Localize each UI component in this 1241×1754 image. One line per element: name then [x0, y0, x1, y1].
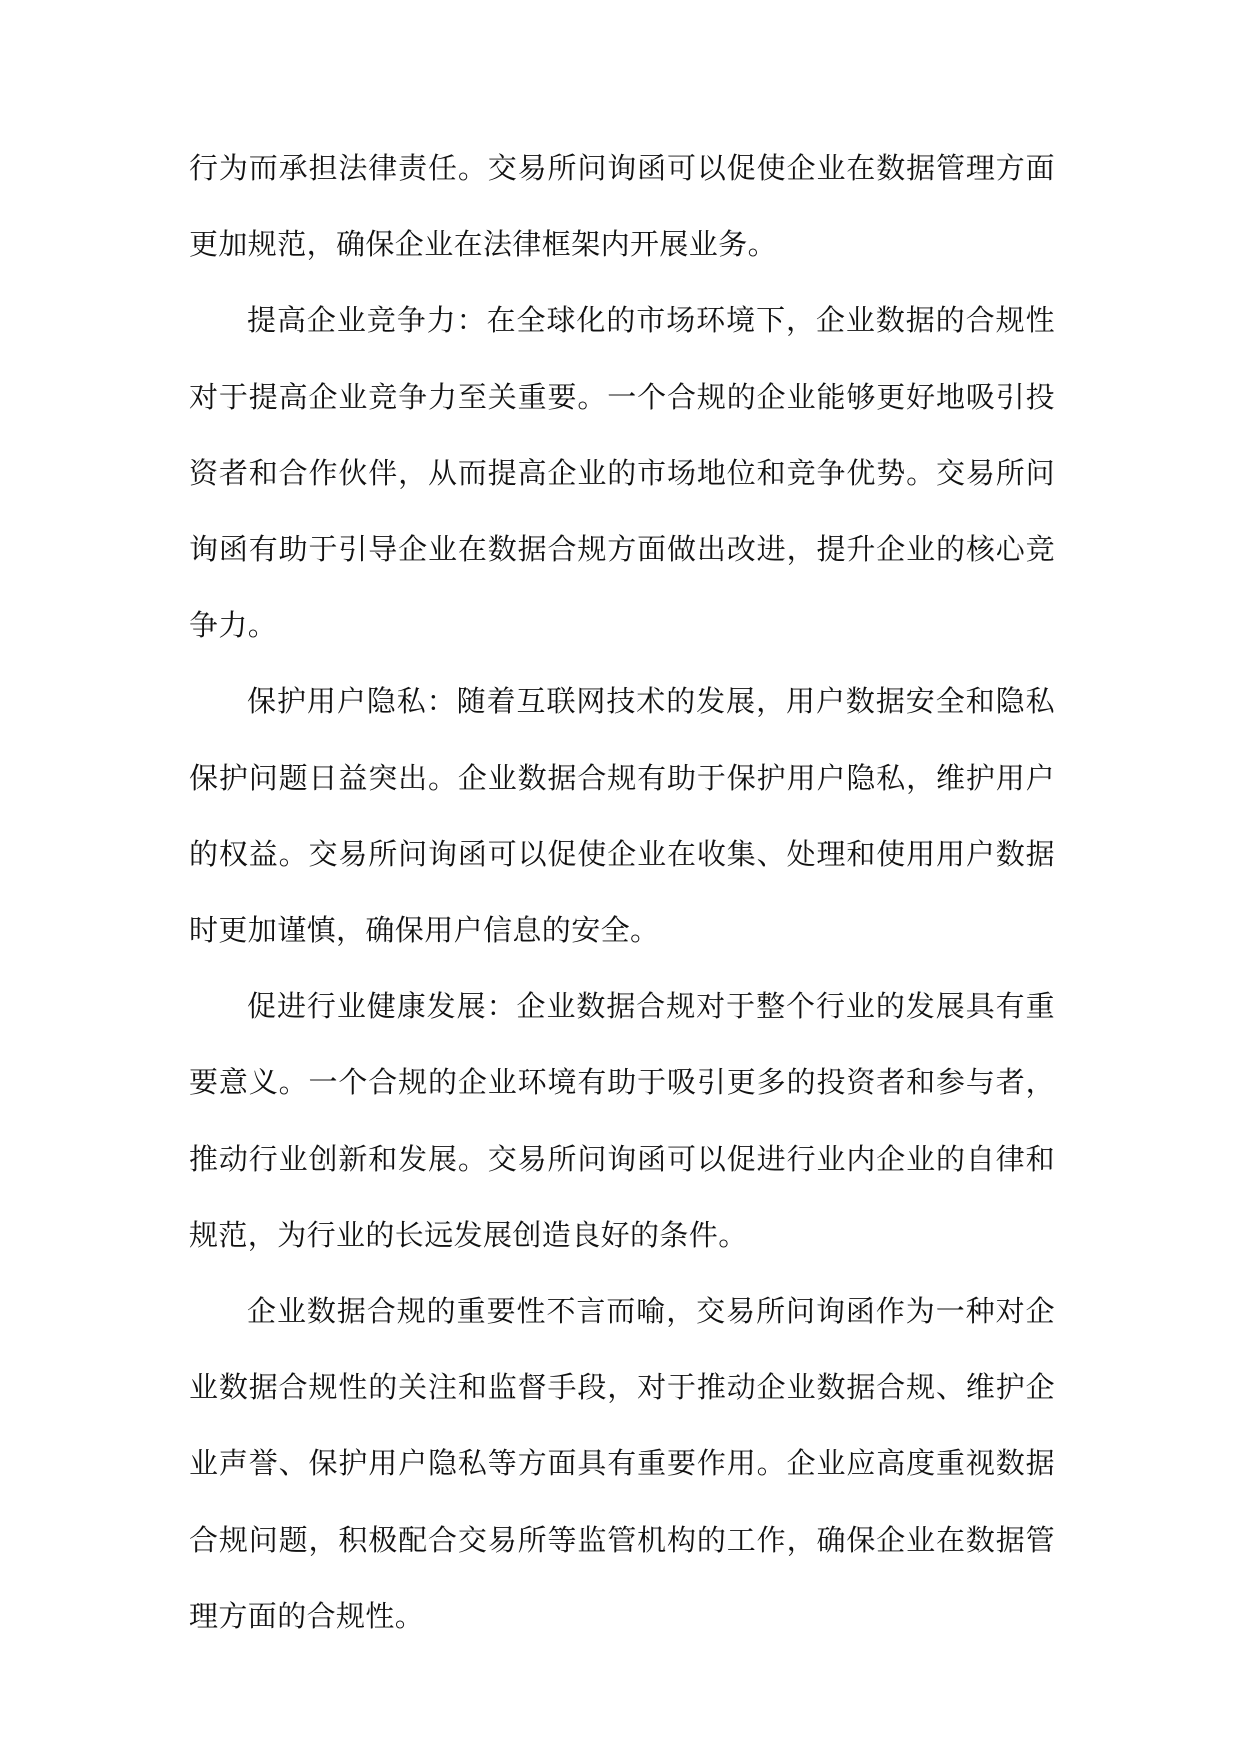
paragraph-4: 促进行业健康发展：企业数据合规对于整个行业的发展具有重要意义。一个合规的企业环境有助于吸引更多的投资者和参与者，推动行业创新和发展。交易所问询函可以促进行业内企业的自律和规范，为行业的长远发展创造良好的条件。 [189, 989, 1055, 1252]
paragraph-5: 企业数据合规的重要性不言而喻，交易所问询函作为一种对企业数据合规性的关注和监督手段，对于推动企业数据合规、维护企业声誉、保护用户隐私等方面具有重要作用。企业应高度重视数据合规问题，积极配合交易所等监管机构的工作，确保企业在数据管理方面的合规性。 [189, 1294, 1055, 1633]
document-body [189, 130, 1055, 1654]
paragraph-3: 保护用户隐私：随着互联网技术的发展，用户数据安全和隐私保护问题日益突出。企业数据合规有助于保护用户隐私，维护用户的权益。交易所问询函可以促使企业在收集、处理和使用用户数据时更加谨慎，确保用户信息的安全。 [189, 684, 1055, 948]
paragraph-2: 提高企业竞争力：在全球化的市场环境下，企业数据的合规性对于提高企业竞争力至关重要。一个合规的企业能够更好地吸引投资者和合作伙伴，从而提高企业的市场地位和竞争优势。交易所问询函有助于引导企业在数据合规方面做出改进，提升企业的核心竞争力。 [189, 303, 1055, 643]
paragraph-1: 行为而承担法律责任。交易所问询函可以促使企业在数据管理方面更加规范，确保企业在法律框架内开展业务。 [189, 151, 1055, 262]
